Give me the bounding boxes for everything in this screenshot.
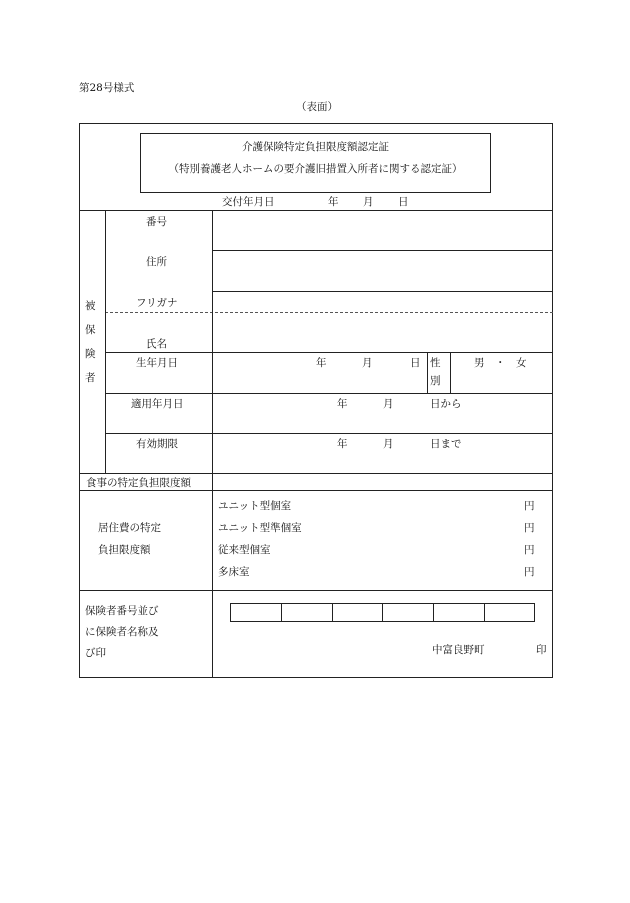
insurer-label-1: 保険者番号並び	[85, 605, 159, 617]
residence-label-1: 居住費の特定	[98, 522, 161, 534]
application-month: 月	[383, 398, 394, 410]
divider-meal	[79, 490, 553, 491]
meal-label: 食事の特定負担限度額	[86, 477, 191, 489]
sex-label-1: 性	[430, 357, 441, 369]
sex-options: 男 ・ 女	[474, 357, 527, 369]
issue-year: 年	[328, 196, 339, 208]
divider-number	[212, 250, 553, 251]
title-line1: 介護保険特定負担限度額認定証	[242, 141, 389, 153]
application-day: 日から	[430, 398, 462, 410]
divider-application	[105, 433, 553, 434]
validity-month: 月	[383, 438, 394, 450]
insurer-number-cell-divider	[484, 603, 485, 622]
insurer-number-cell-divider	[332, 603, 333, 622]
furigana-label: フリガナ	[136, 297, 178, 309]
application-label: 適用年月日	[131, 398, 184, 410]
issue-month: 月	[363, 196, 374, 208]
form-number: 第28号様式	[79, 82, 135, 94]
room-name: ユニット型個室	[218, 500, 292, 512]
room-unit: 円	[524, 500, 535, 512]
insured-char-1: 被	[85, 300, 96, 312]
room-name: 多床室	[218, 566, 250, 578]
vline-sex-right	[450, 352, 451, 393]
divider-address	[212, 291, 553, 292]
insurer-seal: 印	[536, 644, 547, 656]
vline-sex-left	[427, 352, 428, 393]
side-label: （表面）	[296, 101, 338, 113]
insurer-number-cell-divider	[281, 603, 282, 622]
divider-residence	[79, 590, 553, 591]
residence-label-2: 負担限度額	[98, 544, 151, 556]
vline-section	[105, 210, 106, 473]
issue-day: 日	[398, 196, 409, 208]
room-unit: 円	[524, 566, 535, 578]
insured-char-2: 保	[85, 324, 96, 336]
insurer-label-3: び印	[85, 647, 106, 659]
validity-day: 日まで	[430, 438, 462, 450]
validity-label: 有効期限	[136, 438, 178, 450]
birth-day: 日	[410, 357, 421, 369]
application-year: 年	[337, 398, 348, 410]
sex-label-2: 別	[430, 375, 441, 387]
issue-date-label: 交付年月日	[222, 196, 275, 208]
divider-name	[105, 352, 553, 353]
divider-furigana	[105, 312, 553, 313]
room-name: 従来型個室	[218, 544, 271, 556]
divider-birth	[105, 393, 553, 394]
birth-year: 年	[316, 357, 327, 369]
insurer-number-cell-divider	[433, 603, 434, 622]
name-label: 氏名	[146, 338, 167, 350]
number-label: 番号	[146, 216, 167, 228]
insurer-label-2: に保険者名称及	[85, 626, 159, 638]
divider-validity	[79, 473, 553, 474]
room-unit: 円	[524, 544, 535, 556]
birth-label: 生年月日	[136, 357, 178, 369]
insurer-number-cell-divider	[382, 603, 383, 622]
insured-char-3: 険	[85, 348, 96, 360]
validity-year: 年	[337, 438, 348, 450]
insurer-name: 中富良野町	[432, 644, 485, 656]
divider-top	[79, 210, 553, 211]
room-name: ユニット型準個室	[218, 522, 302, 534]
address-label: 住所	[146, 256, 167, 268]
title-line2: （特別養護老人ホームの要介護旧措置入所者に関する認定証）	[168, 163, 463, 175]
room-unit: 円	[524, 522, 535, 534]
insured-char-4: 者	[85, 372, 96, 384]
vline-labels	[212, 210, 213, 678]
birth-month: 月	[362, 357, 373, 369]
